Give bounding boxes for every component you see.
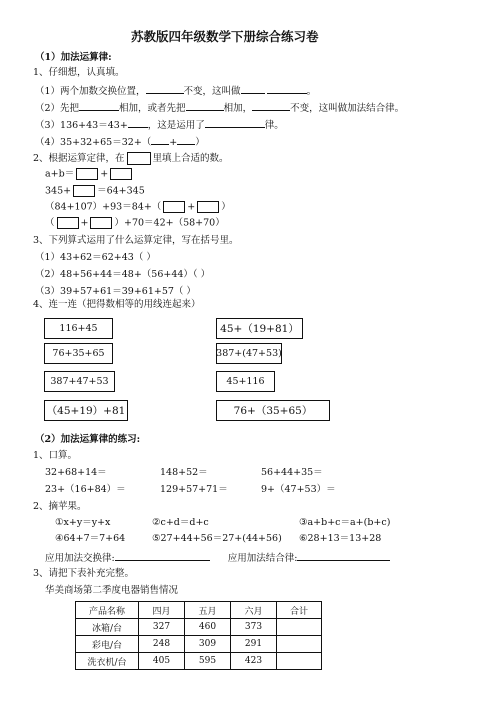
table-cell: 洗衣机/台 (76, 653, 139, 670)
table-cell: 冰箱/台 (76, 619, 139, 636)
page-title: 苏教版四年级数学下册综合练习卷 (131, 29, 319, 44)
question-1-head: 1、仔细想，认真填。 (33, 67, 125, 78)
apple-item: ⑤27+44+56＝27+(44+56) (152, 533, 282, 544)
answer-blank[interactable] (252, 101, 290, 111)
answer-blank[interactable] (115, 551, 210, 561)
oral-calc: 56+44+35＝ (261, 467, 323, 478)
table-cell: 彩电/台 (76, 636, 139, 653)
q2-line-1: a+b＝ + (45, 168, 134, 181)
section-heading-2: （2）加法运算律的练习: (35, 434, 141, 445)
match-card-left[interactable]: 76+35+65 (44, 343, 113, 364)
column-header: 五月 (185, 602, 231, 619)
apple-item: ⑥28+13＝13+28 (299, 533, 382, 544)
table-cell: 373 (231, 619, 277, 636)
table-row (76, 653, 322, 670)
answer-box (127, 152, 151, 165)
answer-blank[interactable] (205, 118, 265, 128)
match-card-left[interactable]: 116+45 (44, 318, 113, 339)
table-cell: 423 (231, 653, 277, 670)
total-cell[interactable] (277, 653, 322, 670)
match-card-right[interactable]: 45+116 (216, 371, 275, 392)
apply-laws-line: 应用加法交换律: 应用加法结合律: (45, 551, 390, 565)
question-2-head: 2、根据运算定律，在 里填上合适的数。 (33, 153, 229, 164)
match-card-right[interactable]: 76+（35+65） (216, 400, 330, 421)
table-cell: 291 (231, 636, 277, 653)
match-card-right[interactable]: 387+(47+53) (216, 343, 282, 364)
answer-blank[interactable] (146, 84, 184, 94)
q2-line-3: （84+107）+93＝84+（ + ） (45, 201, 231, 213)
table-cell: 405 (139, 653, 185, 670)
q3-line-1: （1）43+62＝62+43（ ） (35, 252, 156, 263)
total-cell[interactable] (277, 619, 322, 636)
table-cell: 327 (139, 619, 185, 636)
answer-blank[interactable] (128, 118, 148, 128)
answer-blank[interactable] (79, 101, 119, 111)
table-cell: 460 (185, 619, 231, 636)
oral-calc: 129+57+71＝ (160, 484, 228, 495)
answer-blank[interactable] (267, 84, 307, 94)
answer-box[interactable] (57, 217, 79, 229)
answer-box[interactable] (163, 201, 185, 213)
answer-blank[interactable] (186, 101, 224, 111)
q2-line-2: 345+ ＝64+345 (45, 185, 145, 197)
question-4-head: 4、连一连（把得数相等的用线连起来） (33, 299, 201, 310)
column-header: 四月 (139, 602, 185, 619)
answer-blank[interactable] (241, 84, 265, 94)
apple-item: ①x+y＝y+x (55, 517, 111, 528)
table-row (76, 636, 322, 653)
table-cell: 595 (185, 653, 231, 670)
oral-calc: 23+（16+84）＝ (45, 484, 126, 495)
match-card-left[interactable]: （45+19）+81 (44, 400, 128, 421)
table-caption: 华美商场第二季度电器销售情况 (45, 585, 179, 596)
table-cell: 309 (185, 636, 231, 653)
section-heading-1: （1）加法运算律: (35, 52, 112, 63)
oral-calc: 32+68+14＝ (45, 467, 107, 478)
match-card-right[interactable]: 45+（19+81） (216, 318, 303, 339)
apple-item: ④64+7＝7+64 (55, 533, 126, 544)
table-cell: 248 (139, 636, 185, 653)
answer-box[interactable] (197, 201, 219, 213)
match-card-left[interactable]: 387+47+53 (44, 371, 115, 392)
answer-box[interactable] (76, 168, 98, 180)
answer-box[interactable] (110, 168, 132, 180)
q3-line-2: （2）48+56+44＝48+（56+44）（ ） (35, 269, 211, 280)
answer-blank[interactable] (177, 135, 195, 145)
q1-line-4: （4）35+32+65＝32+（ + ） (35, 137, 205, 148)
q3-line-3: （3）39+57+61＝39+61+57（ ） (35, 286, 196, 297)
sales-table (75, 601, 322, 670)
p2-question-2-head: 2、摘苹果。 (33, 501, 87, 512)
total-cell[interactable] (277, 636, 322, 653)
table-header-row (76, 602, 322, 619)
oral-calc: 9+（47+53）＝ (261, 484, 336, 495)
apple-item: ②c+d＝d+c (152, 517, 209, 528)
answer-box[interactable] (90, 217, 112, 229)
table-row (76, 619, 322, 636)
q2-line-4: （ + ）+70＝42+（58+70） (45, 217, 225, 229)
answer-blank[interactable] (151, 135, 169, 145)
p2-question-3-head: 3、请把下表补充完整。 (33, 568, 135, 579)
p2-question-1-head: 1、口算。 (33, 450, 78, 461)
answer-blank[interactable] (297, 551, 390, 561)
column-header: 六月 (231, 602, 277, 619)
column-header: 合计 (277, 602, 322, 619)
q1-line-3: （3）136+43＝43+ ，这是运用了 律。 (35, 120, 284, 131)
q1-line-1: （1）两个加数交换位置， 不变，这叫做 。 (35, 86, 317, 97)
apple-item: ③a+b+c＝a+(b+c) (299, 517, 391, 528)
answer-box[interactable] (73, 185, 95, 197)
column-header: 产品名称 (76, 602, 139, 619)
oral-calc: 148+52＝ (160, 467, 208, 478)
q1-line-2: （2）先把 相加，或者先把 相加， 不变，这叫做加法结合律。 (35, 103, 405, 114)
question-3-head: 3、下列算式运用了什么运算定律，写在括号里。 (33, 235, 239, 246)
